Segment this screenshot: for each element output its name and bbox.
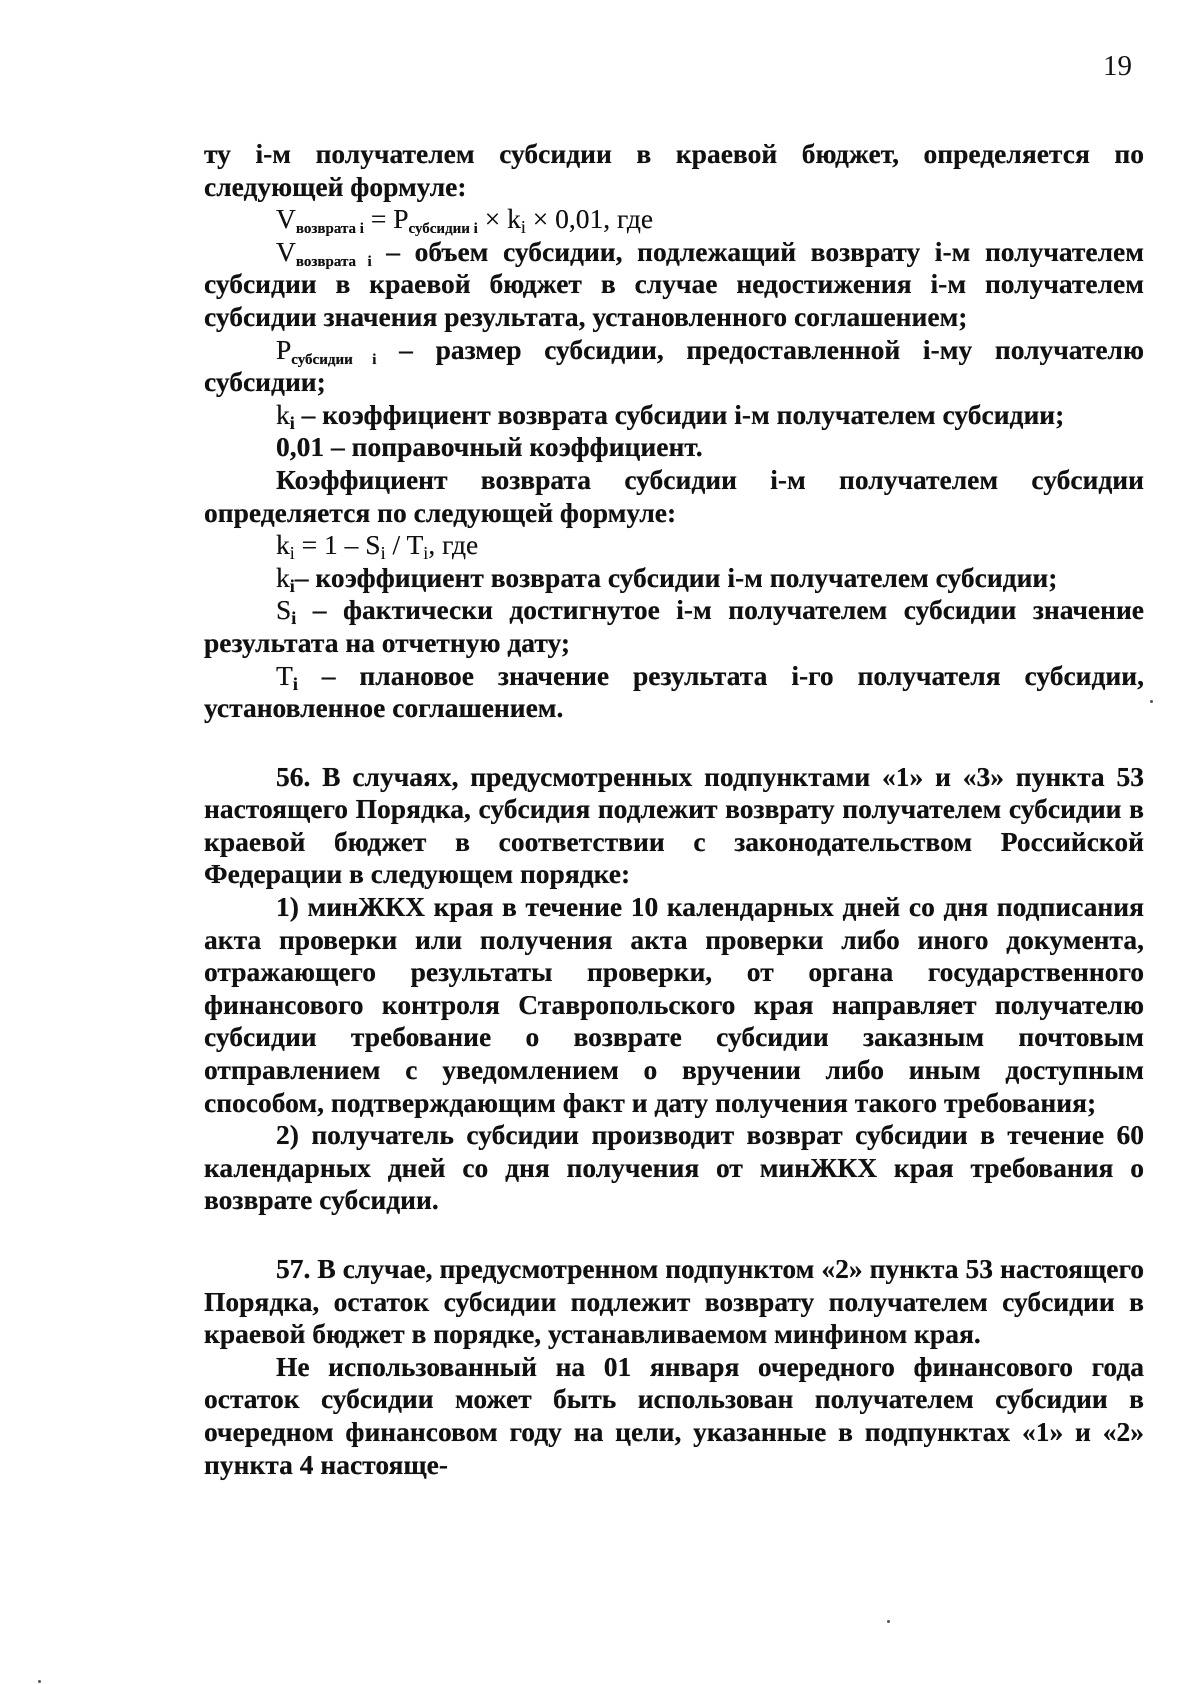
def2-s-symbol: S: [276, 594, 292, 626]
def-v-symbol: V: [276, 235, 296, 267]
paragraph-57: 57. В случае, предусмотренном подпунктом «2» пункта 53 настоящего Порядка, остаток субсидии подлежит возврату получателем субсидии в краевой бюджет в порядке, устанавливаемом минфином края.: [204, 1253, 1144, 1350]
scan-speck: [38, 1680, 41, 1683]
definition-coefficient: 0,01 – поправочный коэффициент.: [276, 431, 703, 463]
definition-p: [204, 334, 1144, 399]
formula-p-subscript: субсидии i: [408, 221, 478, 238]
spacer: [204, 725, 1144, 761]
def2-k-text: – коэффициент возврата субсидии i-м получателем субсидии;: [294, 561, 1058, 593]
formula-k-symbol: k: [507, 203, 521, 235]
formula2-k-subscript: i: [289, 543, 295, 564]
intro-paragraph: ту i-м получателем субсидии в краевой бюджет, определяется по следующей формуле:: [204, 138, 1144, 202]
def2-t-subscript: i: [292, 673, 298, 694]
formula2-mid: = 1 – S: [294, 529, 381, 561]
formula-k-subscript: i: [520, 217, 526, 238]
def-k-text: – коэффициент возврата субсидии i-м получателем субсидии;: [294, 398, 1065, 430]
definition-v: [204, 236, 1144, 334]
scan-speck: [887, 1620, 890, 1623]
spacer: [204, 1217, 1144, 1253]
paragraph-56-item-2: 2) получатель субсидии производит возврат субсидии в течение 60 календарных дней со дня получения от минЖКХ края требования о возврате субсидии.: [204, 1119, 1144, 1216]
definition-k: [204, 399, 1144, 432]
def-p-text: – размер субсидии, предоставленной i-му получателю субсидии;: [204, 333, 1144, 398]
def-v-subscript: возврата i: [295, 253, 372, 270]
def-p-subscript: субсидии i: [291, 351, 377, 368]
def-k-subscript: i: [289, 412, 295, 433]
def2-t-text: – плановое значение результата i-го получателя субсидии, установленное соглашением.: [204, 659, 1144, 724]
formula-v-symbol: V: [276, 203, 296, 235]
formula-v-subscript: возврата i: [295, 221, 364, 238]
document-body: [204, 138, 1144, 1481]
paragraph-56: 56. В случаях, предусмотренных подпунктами «1» и «3» пункта 53 настоящего Порядка, субсидия подлежит возврату получателем субсидии в краевой бюджет в соответствии с законодательством Российской Федерации в следующем порядке:: [204, 760, 1144, 890]
def-k-symbol: k: [276, 398, 290, 430]
paragraph-56-item-1: 1) минЖКХ края в течение 10 календарных дней со дня подписания акта проверки или получения акта проверки либо иного документа, отражающего результаты проверки, от органа государственного финансового контроля Ставропольского края направляет получателю субсидии требование о возврате субсидии заказным почтовым отправлением с уведомлением о вручении либо иным доступным способом, подтверждающим факт и дату получения такого требования;: [204, 891, 1144, 1118]
def2-t-symbol: T: [276, 659, 293, 691]
def-p-symbol: P: [276, 333, 292, 365]
formula2-k-symbol: k: [276, 529, 290, 561]
k-intro-paragraph: Коэффициент возврата субсидии i-м получателем субсидии определяется по следующей формуле:: [204, 463, 1144, 528]
formula2-slash: / T: [385, 529, 424, 561]
formula-rest: × 0,01, где: [525, 203, 654, 235]
def2-k-symbol: k: [276, 561, 290, 593]
formula2-rest: , где: [428, 529, 479, 561]
def-v-text: – объем субсидии, подлежащий возврату i-м получателем субсидии в краевой бюджет в случае недостижения i-м получателем субсидии значения результата, установленного соглашением;: [204, 235, 1144, 332]
formula2-t-subscript: i: [423, 543, 429, 564]
formula-times: ×: [477, 203, 508, 235]
formula-equals: =: [363, 203, 394, 235]
formula-return-volume: [204, 203, 1144, 236]
definition2-t: [204, 660, 1144, 725]
definition2-s: [204, 594, 1144, 659]
formula-return-coefficient: [204, 529, 1144, 562]
def2-s-subscript: i: [291, 608, 297, 629]
def2-k-subscript: i: [289, 575, 295, 596]
formula2-s-subscript: i: [380, 543, 386, 564]
definition2-k: [204, 562, 1144, 595]
def2-s-text: – фактически достигнутое i-м получателем субсидии значение результата на отчетную дату;: [204, 594, 1144, 658]
scan-speck: [1150, 700, 1153, 703]
formula-p-symbol: P: [393, 203, 409, 235]
paragraph-57-continuation: Не использованный на 01 января очередного финансового года остаток субсидии может быть использован получателем субсидии в очередном финансовом году на цели, указанные в подпунктах «1» и «2» пункта 4 настояще-: [204, 1350, 1144, 1480]
page-number: 19: [1103, 50, 1132, 82]
